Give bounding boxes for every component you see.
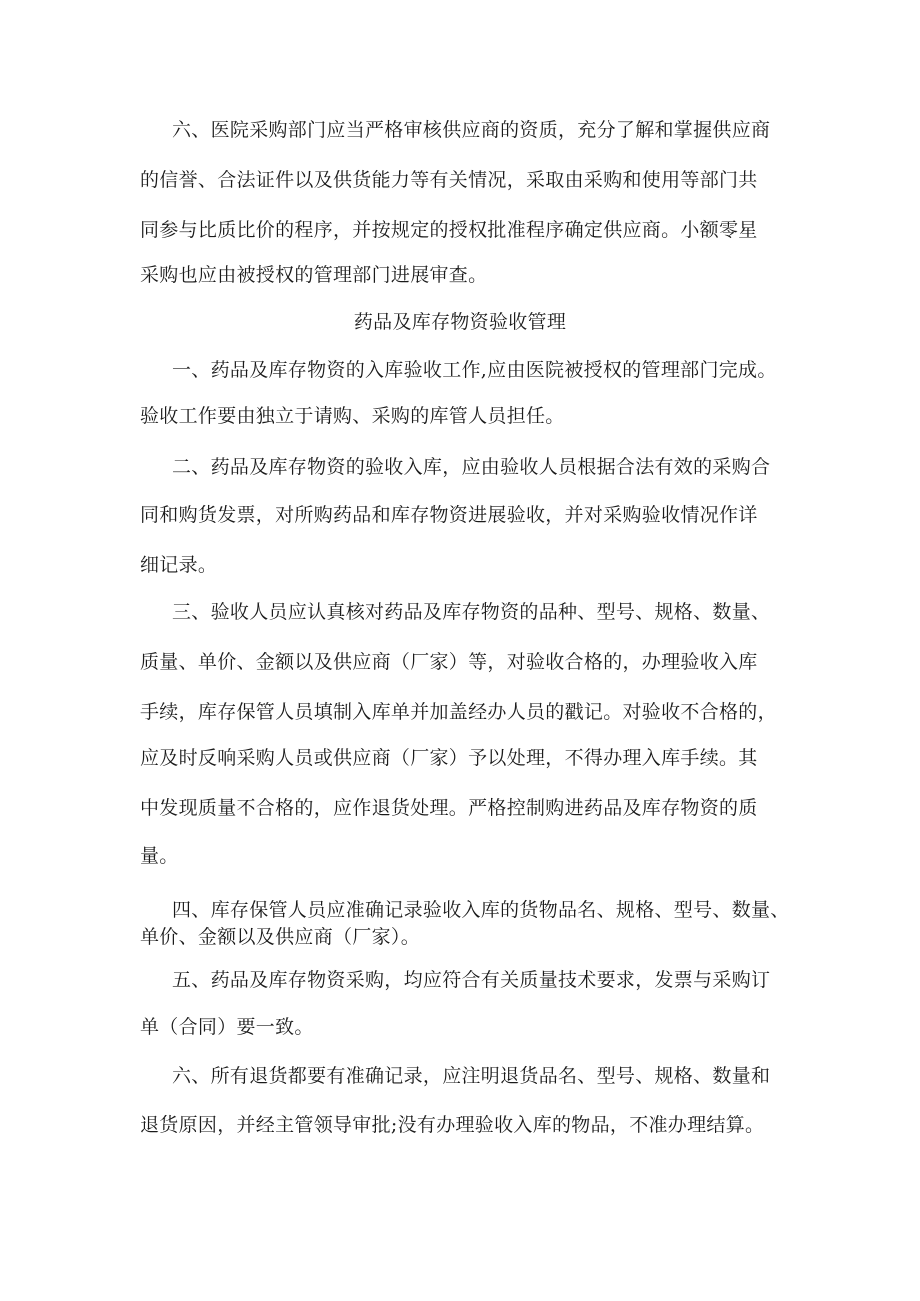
item-line: 单价、金额以及供应商（厂家）。 — [140, 926, 421, 948]
item-line: 五、药品及库存物资采购，均应符合有关质量技术要求，发票与采购订 — [172, 969, 771, 991]
item-line: 中发现质量不合格的，应作退货处理。严格控制购进药品及库存物资的质 — [140, 797, 758, 819]
item-line: 六、所有退货都要有准确记录，应注明退货品名、型号、规格、数量和 — [172, 1065, 771, 1087]
paragraph-line: 的信誉、合法证件以及供货能力等有关情况，采取由采购和使用等部门共 — [140, 169, 758, 191]
item-line: 退货原因，并经主管领导审批;没有办理验收入库的物品，不准办理结算。 — [140, 1114, 765, 1136]
section-title: 药品及库存物资验收管理 — [353, 311, 567, 333]
item-line: 同和购货发票，对所购药品和库存物资进展验收，并对采购验收情况作详 — [140, 504, 758, 526]
item-line: 细记录。 — [140, 554, 218, 576]
paragraph-line: 六、医院采购部门应当严格审核供应商的资质，充分了解和掌握供应商 — [172, 119, 771, 141]
paragraph-line: 同参与比质比价的程序，并按规定的授权批准程序确定供应商。小额零星 — [140, 219, 758, 241]
item-line: 一、药品及库存物资的入库验收工作,应由医院被授权的管理部门完成。 — [172, 359, 777, 381]
item-line: 二、药品及库存物资的验收入库，应由验收人员根据合法有效的采购合 — [172, 456, 771, 478]
item-line: 四、库存保管人员应准确记录验收入库的货物品名、规格、型号、数量、 — [172, 899, 790, 921]
item-line: 量。 — [140, 845, 179, 867]
item-line: 验收工作要由独立于请购、采购的库管人员担任。 — [140, 405, 565, 427]
item-line: 单（合同）要一致。 — [140, 1016, 314, 1038]
item-line: 质量、单价、金额以及供应商（厂家）等，对验收合格的，办理验收入库 — [140, 651, 758, 673]
item-line: 三、验收人员应认真核对药品及库存物资的品种、型号、规格、数量、 — [172, 601, 771, 623]
item-line: 应及时反响采购人员或供应商（厂家）予以处理，不得办理入库手续。其 — [140, 747, 758, 769]
paragraph-line: 采购也应由被授权的管理部门进展审查。 — [140, 264, 488, 286]
item-line: 手续，库存保管人员填制入库单并加盖经办人员的戳记。对验收不合格的， — [140, 701, 777, 723]
